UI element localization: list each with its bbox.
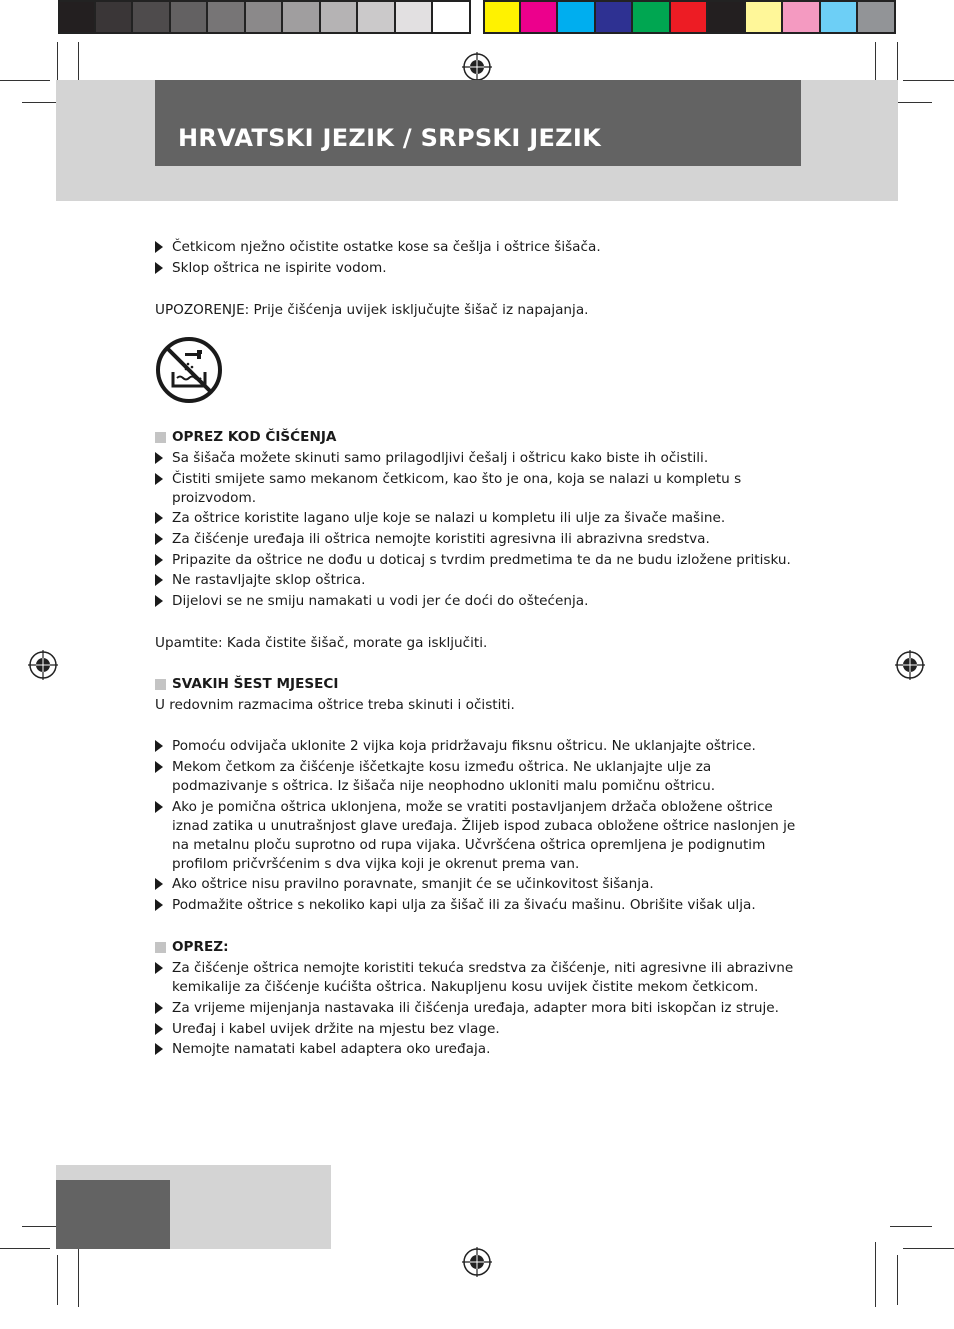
list-item: Ne rastavljajte sklop oštrica. (155, 571, 805, 590)
page-number-block (56, 1180, 170, 1249)
list-item: Za čišćenje uređaja ili oštrica nemojte koristiti agresivna ili abrazivna sredstva. (155, 530, 805, 549)
color-swatch (133, 0, 171, 34)
registration-mark-icon (28, 650, 58, 680)
list-item: Za vrijeme mijenjanja nastavaka ili čišćenja uređaja, adapter mora biti iskopčan iz struje. (155, 999, 805, 1018)
color-swatch (746, 0, 784, 34)
list-item: Podmažite oštrice s nekoliko kapi ulja za šišač ili za šivaću mašinu. Obrišite višak ulja. (155, 896, 805, 915)
crop-mark (57, 1255, 58, 1305)
crop-mark (875, 1242, 876, 1307)
color-swatch (821, 0, 859, 34)
crop-mark (903, 1248, 954, 1249)
caution-list (155, 959, 805, 1059)
color-swatch (96, 0, 134, 34)
list-item: Pripazite da oštrice ne dođu u doticaj s tvrdim predmetima te da ne budu izložene pritisku. (155, 551, 805, 570)
list-item: Čistiti smijete samo mekanom četkicom, kao što je ona, koja se nalazi u kompletu s proizvodom. (155, 470, 805, 508)
crop-mark (903, 80, 954, 81)
intro-list (155, 238, 805, 278)
color-swatch (208, 0, 246, 34)
crop-mark (897, 1255, 898, 1305)
six-months-intro: U redovnim razmacima oštrice treba skinuti i očistiti. (155, 697, 515, 714)
color-swatch (58, 0, 96, 34)
registration-mark-icon (462, 52, 492, 82)
crop-mark (78, 42, 79, 82)
section-heading-caution: OPREZ: (155, 938, 805, 957)
warning-text: UPOZORENJE: Prije čišćenja uvijek isključujte šišač iz napajanja. (155, 302, 589, 319)
list-item: Sa šišača možete skinuti samo prilagodljivi češalj i oštricu kako biste ih očistili. (155, 449, 805, 468)
color-swatch (483, 0, 521, 34)
color-swatch (283, 0, 321, 34)
crop-mark (0, 1248, 50, 1249)
crop-mark (875, 42, 876, 82)
note-text: Upamtite: Kada čistite šišač, morate ga isključiti. (155, 635, 488, 652)
color-swatch (708, 0, 746, 34)
color-swatch (358, 0, 396, 34)
main-content (155, 238, 805, 1061)
list-item: Ako oštrice nisu pravilno poravnate, smanjit će se učinkovitost šišanja. (155, 875, 805, 894)
color-swatch (433, 0, 471, 34)
color-swatch (596, 0, 634, 34)
list-item: Sklop oštrica ne ispirite vodom. (155, 259, 805, 278)
color-swatch (321, 0, 359, 34)
page-title: HRVATSKI JEZIK / SRPSKI JEZIK (178, 124, 601, 152)
color-swatch (246, 0, 284, 34)
color-swatch (396, 0, 434, 34)
crop-mark (890, 1226, 932, 1227)
list-item: Uređaj i kabel uvijek držite na mjestu bez vlage. (155, 1020, 805, 1039)
section-heading-cleaning: OPREZ KOD ČIŠĆENJA (155, 428, 805, 447)
color-swatch (783, 0, 821, 34)
six-months-list (155, 737, 805, 914)
list-item: Ako je pomična oštrica uklonjena, može se vratiti postavljanjem držača obložene oštrice iznad zatika u unutrašnjost glave uređaja. Žlijeb ispod zubaca obložene oštrice naslonjen je na metalnu ploču suprotno od rupa vijaka. Učvršćena oštrica opremljena je podignutim profilom pričvršćenim s dva vijka koji je okrenut prema van. (155, 798, 805, 874)
color-swatch-strip (483, 0, 896, 38)
list-item: Mekom četkom za čišćenje iščetkajte kosu između oštrica. Ne uklanjajte ulje za podmazivanje s oštrica. Iz šišača nije neophodno ukloniti malu pomičnu oštricu. (155, 758, 805, 796)
section-heading-six-months: SVAKIH ŠEST MJESECI (155, 675, 805, 694)
color-swatch (521, 0, 559, 34)
registration-mark-icon (895, 650, 925, 680)
color-swatch (671, 0, 709, 34)
color-swatch (558, 0, 596, 34)
crop-mark (897, 42, 898, 82)
list-item: Za čišćenje oštrica nemojte koristiti tekuća sredstva za čišćenje, niti agresivne ili abrazivne kemikalije za čišćenje kućišta oštrica. Nakupljenu kosu uvijek čistite mekom četkicom. (155, 959, 805, 997)
list-item: Nemojte namatati kabel adaptera oko uređaja. (155, 1040, 805, 1059)
cleaning-list (155, 449, 805, 611)
color-swatch (171, 0, 209, 34)
crop-mark (57, 42, 58, 82)
list-item: Za oštrice koristite lagano ulje koje se nalazi u kompletu ili ulje za šivače mašine. (155, 509, 805, 528)
header-bar (155, 80, 801, 166)
list-item: Pomoću odvijača uklonite 2 vijka koja pridržavaju fiksnu oštricu. Ne uklanjajte oštrice. (155, 737, 805, 756)
color-swatch (633, 0, 671, 34)
registration-mark-icon (462, 1247, 492, 1277)
crop-mark (0, 80, 50, 81)
color-swatch (858, 0, 896, 34)
gray-swatch-strip (58, 0, 471, 38)
list-item: Dijelovi se ne smiju namakati u vodi jer će doći do oštećenja. (155, 592, 805, 611)
list-item: Četkicom nježno očistite ostatke kose sa češlja i oštrice šišača. (155, 238, 805, 257)
no-water-rinse-icon (155, 336, 225, 406)
crop-mark (78, 1242, 79, 1307)
